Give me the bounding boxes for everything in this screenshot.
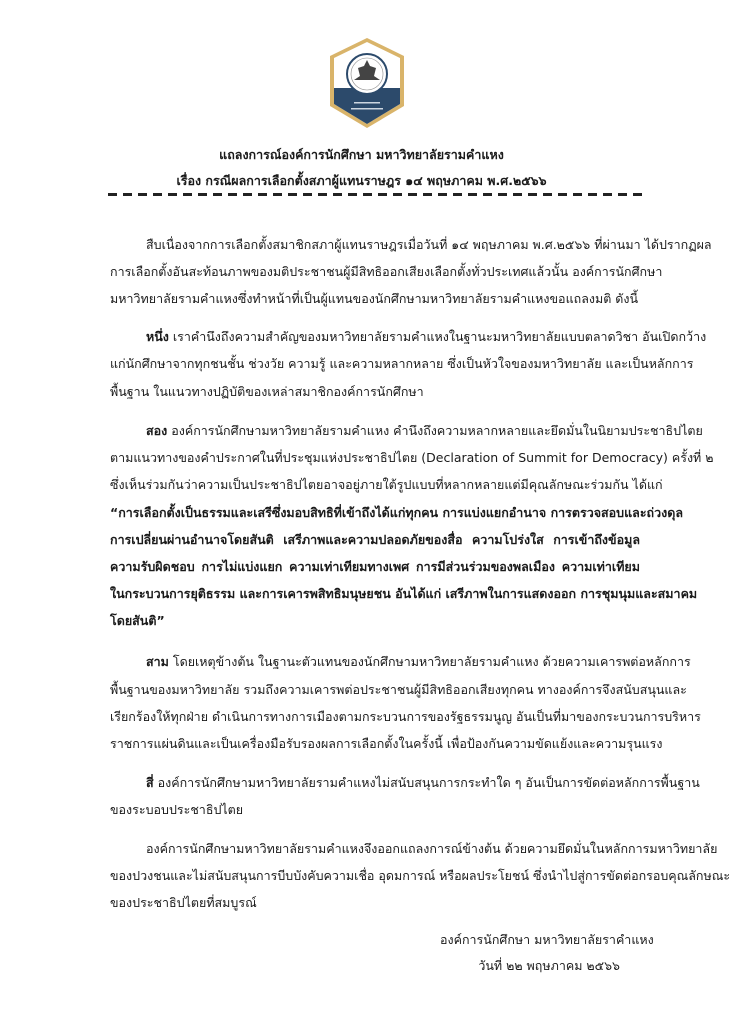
paragraph-two-line: ตามแนวทางของคำประกาศในที่ประชุมแห่งประชาธิปไตย (Declaration of Summit for Democracy) ครั้งที่ ๒ xyxy=(110,450,714,465)
quote-line: โดยสันติ” xyxy=(110,613,165,628)
paragraph-closing-line: ของปวงชนและไม่สนับสนุนการบีบบังคับความเชื่อ อุดมการณ์ หรือผลประโยชน์ ซึ่งนำไปสู่การขัดต่อกรอบคุณลักษณะ xyxy=(110,868,730,883)
paragraph-three-line: ราชการแผ่นดินและเป็นเครื่องมือรับรองผลการเลือกตั้งในครั้งนี้ เพื่อป้องกันความขัดแย้งและความรุนแรง xyxy=(110,736,663,751)
paragraph-two-line: ซึ่งเห็นร่วมกันว่าความเป็นประชาธิปไตยอาจอยู่ภายใต้รูปแบบที่หลากหลายแต่มีคุณลักษณะร่วมกัน ได้แก่ xyxy=(110,477,663,492)
paragraph-three-line xyxy=(146,653,691,671)
paragraph-four-line xyxy=(146,774,700,792)
paragraph-one-line: แก่นักศึกษาจากทุกชนชั้น ช่วงวัย ความรู้ และความหลากหลาย ซึ่งเป็นหัวใจของมหาวิทยาลัย และเป็นหลักการ xyxy=(110,356,694,371)
paragraph-intro-line: สืบเนื่องจากการเลือกตั้งสมาชิกสภาผู้แทนราษฎรเมื่อวันที่ ๑๔ พฤษภาคม พ.ศ.๒๕๖๖ ที่ผ่านมา ได้ปรากฏผล xyxy=(146,237,712,252)
paragraph-lead: สอง xyxy=(146,423,168,438)
paragraph-closing-line: องค์การนักศึกษามหาวิทยาลัยรามคำแหงจึงออกแถลงการณ์ข้างต้น ด้วยความยึดมั่นในหลักการมหาวิทยาลัย xyxy=(146,841,718,856)
paragraph-lead: สี่ xyxy=(146,775,154,790)
paragraph-closing-line: ของประชาธิปไตยที่สมบูรณ์ xyxy=(110,895,257,910)
signature-organization: องค์การนักศึกษา มหาวิทยาลัยราคำแหง xyxy=(440,932,654,947)
quote-line: ความรับผิดชอบ การไม่แบ่งแยก ความเท่าเทียมทางเพศ การมีส่วนร่วมของพลเมือง ความเท่าเทียม xyxy=(110,559,640,574)
quote-line: “การเลือกตั้งเป็นธรรมและเสรีซึ่งมอบสิทธิที่เข้าถึงได้แก่ทุกคน การแบ่งแยกอำนาจ การตรวจสอบและถ่วงดุล xyxy=(110,505,684,520)
paragraph-lead: สาม xyxy=(146,654,169,669)
paragraph-two-line xyxy=(146,422,703,440)
paragraph-intro-line: การเลือกตั้งอันสะท้อนภาพของมติประชาชนผู้มีสิทธิออกเสียงเลือกตั้งทั่วประเทศแล้วนั้น องค์การนักศึกษา xyxy=(110,264,663,279)
line-text: องค์การนักศึกษามหาวิทยาลัยรามคำแหงไม่สนับสนุนการกระทำใด ๆ อันเป็นการขัดต่อหลักการพื้นฐาน xyxy=(153,775,700,790)
line-text: โดยเหตุข้างต้น ในฐานะตัวแทนของนักศึกษามหาวิทยาลัยรามคำแหง ด้วยความเคารพต่อหลักการ xyxy=(168,654,691,669)
paragraph-lead: หนึ่ง xyxy=(146,329,169,344)
paragraph-four-line: ของระบอบประชาธิปไตย xyxy=(110,802,244,817)
line-text: เราคำนึงถึงความสำคัญของมหาวิทยาลัยรามคำแหงในฐานะมหาวิทยาลัยแบบตลาดวิชา อันเปิดกว้าง xyxy=(168,329,707,344)
separator-dashes xyxy=(108,193,642,196)
paragraph-three-line: พื้นฐานของมหาวิทยาลัย รวมถึงความเคารพต่อประชาชนผู้มีสิทธิออกเสียงทุกคน ทางองค์การจึงสนับสนุนและ xyxy=(110,682,687,697)
quote-line: การเปลี่ยนผ่านอำนาจโดยสันติ เสรีภาพและความปลอดภัยของสื่อ ความโปร่งใส การเข้าถึงข้อมูล xyxy=(110,532,640,547)
document-title: แถลงการณ์องค์การนักศึกษา มหาวิทยาลัยรามคำแหง xyxy=(219,147,504,162)
line-text: องค์การนักศึกษามหาวิทยาลัยรามคำแหง คำนึงถึงความหลากหลายและยึดมั่นในนิยามประชาธิปไตย xyxy=(167,423,703,438)
signature-date: วันที่ ๒๒ พฤษภาคม ๒๕๖๖ xyxy=(478,958,620,973)
paragraph-intro-line: มหาวิทยาลัยรามคำแหงซึ่งทำหน้าที่เป็นผู้แทนของนักศึกษามหาวิทยาลัยรามคำแหงขอแถลงมติ ดังนี้ xyxy=(110,291,639,306)
paragraph-three-line: เรียกร้องให้ทุกฝ่าย ดำเนินการทางการเมืองตามกระบวนการของรัฐธรรมนูญ อันเป็นที่มาของกระบวนการบริหาร xyxy=(110,709,701,724)
paragraph-one-line: พื้นฐาน ในแนวทางปฏิบัติของเหล่าสมาชิกองค์การนักศึกษา xyxy=(110,384,424,399)
document-subject: เรื่อง กรณีผลการเลือกตั้งสภาผู้แทนราษฎร ๑๔ พฤษภาคม พ.ศ.๒๕๖๖ xyxy=(176,173,547,188)
paragraph-one-line xyxy=(146,328,707,346)
university-emblem-logo xyxy=(326,36,408,130)
quote-line: ในกระบวนการยุติธรรม และการเคารพสิทธิมนุษยชน อันได้แก่ เสรีภาพในการแสดงออก การชุมนุมและสมาคม xyxy=(110,586,698,601)
